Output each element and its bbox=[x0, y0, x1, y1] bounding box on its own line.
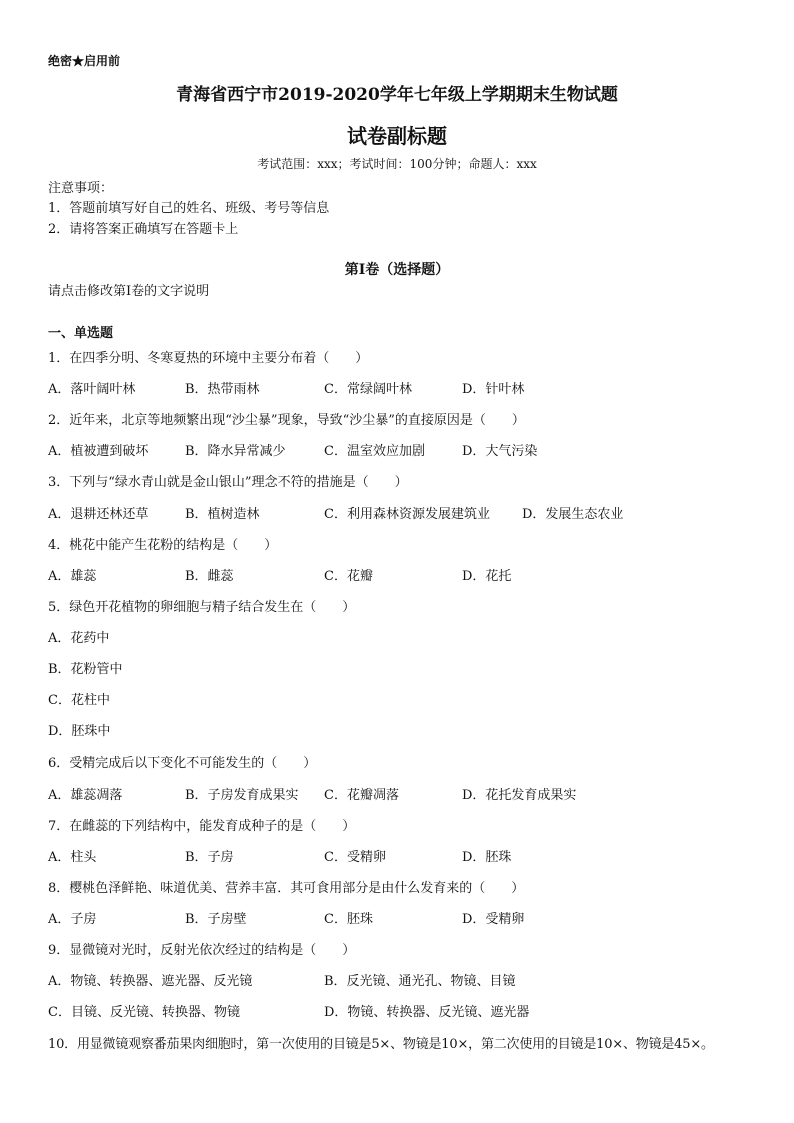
option-a: A．雄蕊凋落 bbox=[48, 788, 123, 803]
option-c: C．花柱中 bbox=[48, 693, 110, 708]
option-d: D．针叶林 bbox=[462, 382, 525, 397]
option-b: B．子房发育成果实 bbox=[185, 788, 299, 803]
option-c: C．目镜、反光镜、转换器、物镜 bbox=[48, 1005, 240, 1020]
note-item: 1．答题前填写好自己的姓名、班级、考号等信息 bbox=[48, 201, 330, 216]
option-b: B．花粉管中 bbox=[48, 662, 123, 677]
option-d: D．胚珠 bbox=[462, 850, 512, 865]
option-b: B．子房 bbox=[185, 850, 234, 865]
question-stem: 8．樱桃色泽鲜艳、味道优美、营养丰富．其可食用部分是由什么发育来的（ ） bbox=[48, 881, 525, 896]
option-c: C．常绿阔叶林 bbox=[324, 382, 412, 397]
option-d: D．受精卵 bbox=[462, 912, 525, 927]
option-a: A．退耕还林还草 bbox=[48, 507, 149, 522]
part-title: 第I卷（选择题） bbox=[344, 262, 450, 278]
exam-subtitle: 试卷副标题 bbox=[347, 124, 447, 148]
option-a: A．雄蕊 bbox=[48, 569, 97, 584]
question-stem: 9．显微镜对光时，反射光依次经过的结构是（ ） bbox=[48, 943, 356, 958]
option-a: A．柱头 bbox=[48, 850, 97, 865]
option-b: B．子房壁 bbox=[185, 912, 247, 927]
option-c: C．温室效应加剧 bbox=[324, 444, 425, 459]
option-a: A．落叶阔叶林 bbox=[48, 382, 136, 397]
option-d: D．花托 bbox=[462, 569, 512, 584]
question-stem: 7．在雌蕊的下列结构中，能发育成种子的是（ ） bbox=[48, 819, 356, 834]
option-c: C．胚珠 bbox=[324, 912, 373, 927]
question-stem: 6．受精完成后以下变化不可能发生的（ ） bbox=[48, 756, 317, 771]
option-b: B．热带雨林 bbox=[185, 382, 260, 397]
option-b: B．降水异常减少 bbox=[185, 444, 286, 459]
option-c: C．花瓣 bbox=[324, 569, 373, 584]
question-stem: 4．桃花中能产生花粉的结构是（ ） bbox=[48, 538, 278, 553]
part-description: 请点击修改第I卷的文字说明 bbox=[48, 284, 210, 299]
option-a: A．物镜、转换器、遮光器、反光镜 bbox=[48, 974, 253, 989]
option-b: B．反光镜、通光孔、物镜、目镜 bbox=[324, 974, 516, 989]
section-heading: 一、单选题 bbox=[48, 326, 114, 341]
question-stem: 2．近年来，北京等地频繁出现“沙尘暴”现象，导致“沙尘暴”的直接原因是（ ） bbox=[48, 413, 525, 428]
question-stem: 1．在四季分明、冬寒夏热的环境中主要分布着（ ） bbox=[48, 351, 369, 366]
option-a: A．植被遭到破坏 bbox=[48, 444, 149, 459]
note-item: 2．请将答案正确填写在答题卡上 bbox=[48, 222, 239, 237]
question-stem: 10．用显微镜观察番茄果肉细胞时，第一次使用的目镜是5×、物镜是10×，第二次使用的目镜是10×、物镜是45×。 bbox=[48, 1037, 714, 1052]
option-c: C．花瓣凋落 bbox=[324, 788, 399, 803]
question-stem: 5．绿色开花植物的卵细胞与精子结合发生在（ ） bbox=[48, 600, 356, 615]
option-c: C．受精卵 bbox=[324, 850, 386, 865]
option-d: D．大气污染 bbox=[462, 444, 538, 459]
option-d: D．花托发育成果实 bbox=[462, 788, 577, 803]
option-b: B．雌蕊 bbox=[185, 569, 234, 584]
question-stem: 3．下列与“绿水青山就是金山银山”理念不符的措施是（ ） bbox=[48, 475, 408, 490]
confidential-mark: 绝密★启用前 bbox=[48, 54, 121, 68]
exam-info: 考试范围：xxx；考试时间：100分钟；命题人：xxx bbox=[257, 157, 537, 171]
notes-heading: 注意事项： bbox=[48, 181, 114, 196]
option-d: D．发展生态农业 bbox=[522, 507, 624, 522]
option-a: A．子房 bbox=[48, 912, 97, 927]
option-b: B．植树造林 bbox=[185, 507, 260, 522]
option-d: D．胚珠中 bbox=[48, 724, 111, 739]
option-a: A．花药中 bbox=[48, 631, 110, 646]
exam-title: 青海省西宁市2019-2020学年七年级上学期期末生物试题 bbox=[176, 85, 618, 105]
option-d: D．物镜、转换器、反光镜、遮光器 bbox=[324, 1005, 530, 1020]
option-c: C．利用森林资源发展建筑业 bbox=[324, 507, 490, 522]
